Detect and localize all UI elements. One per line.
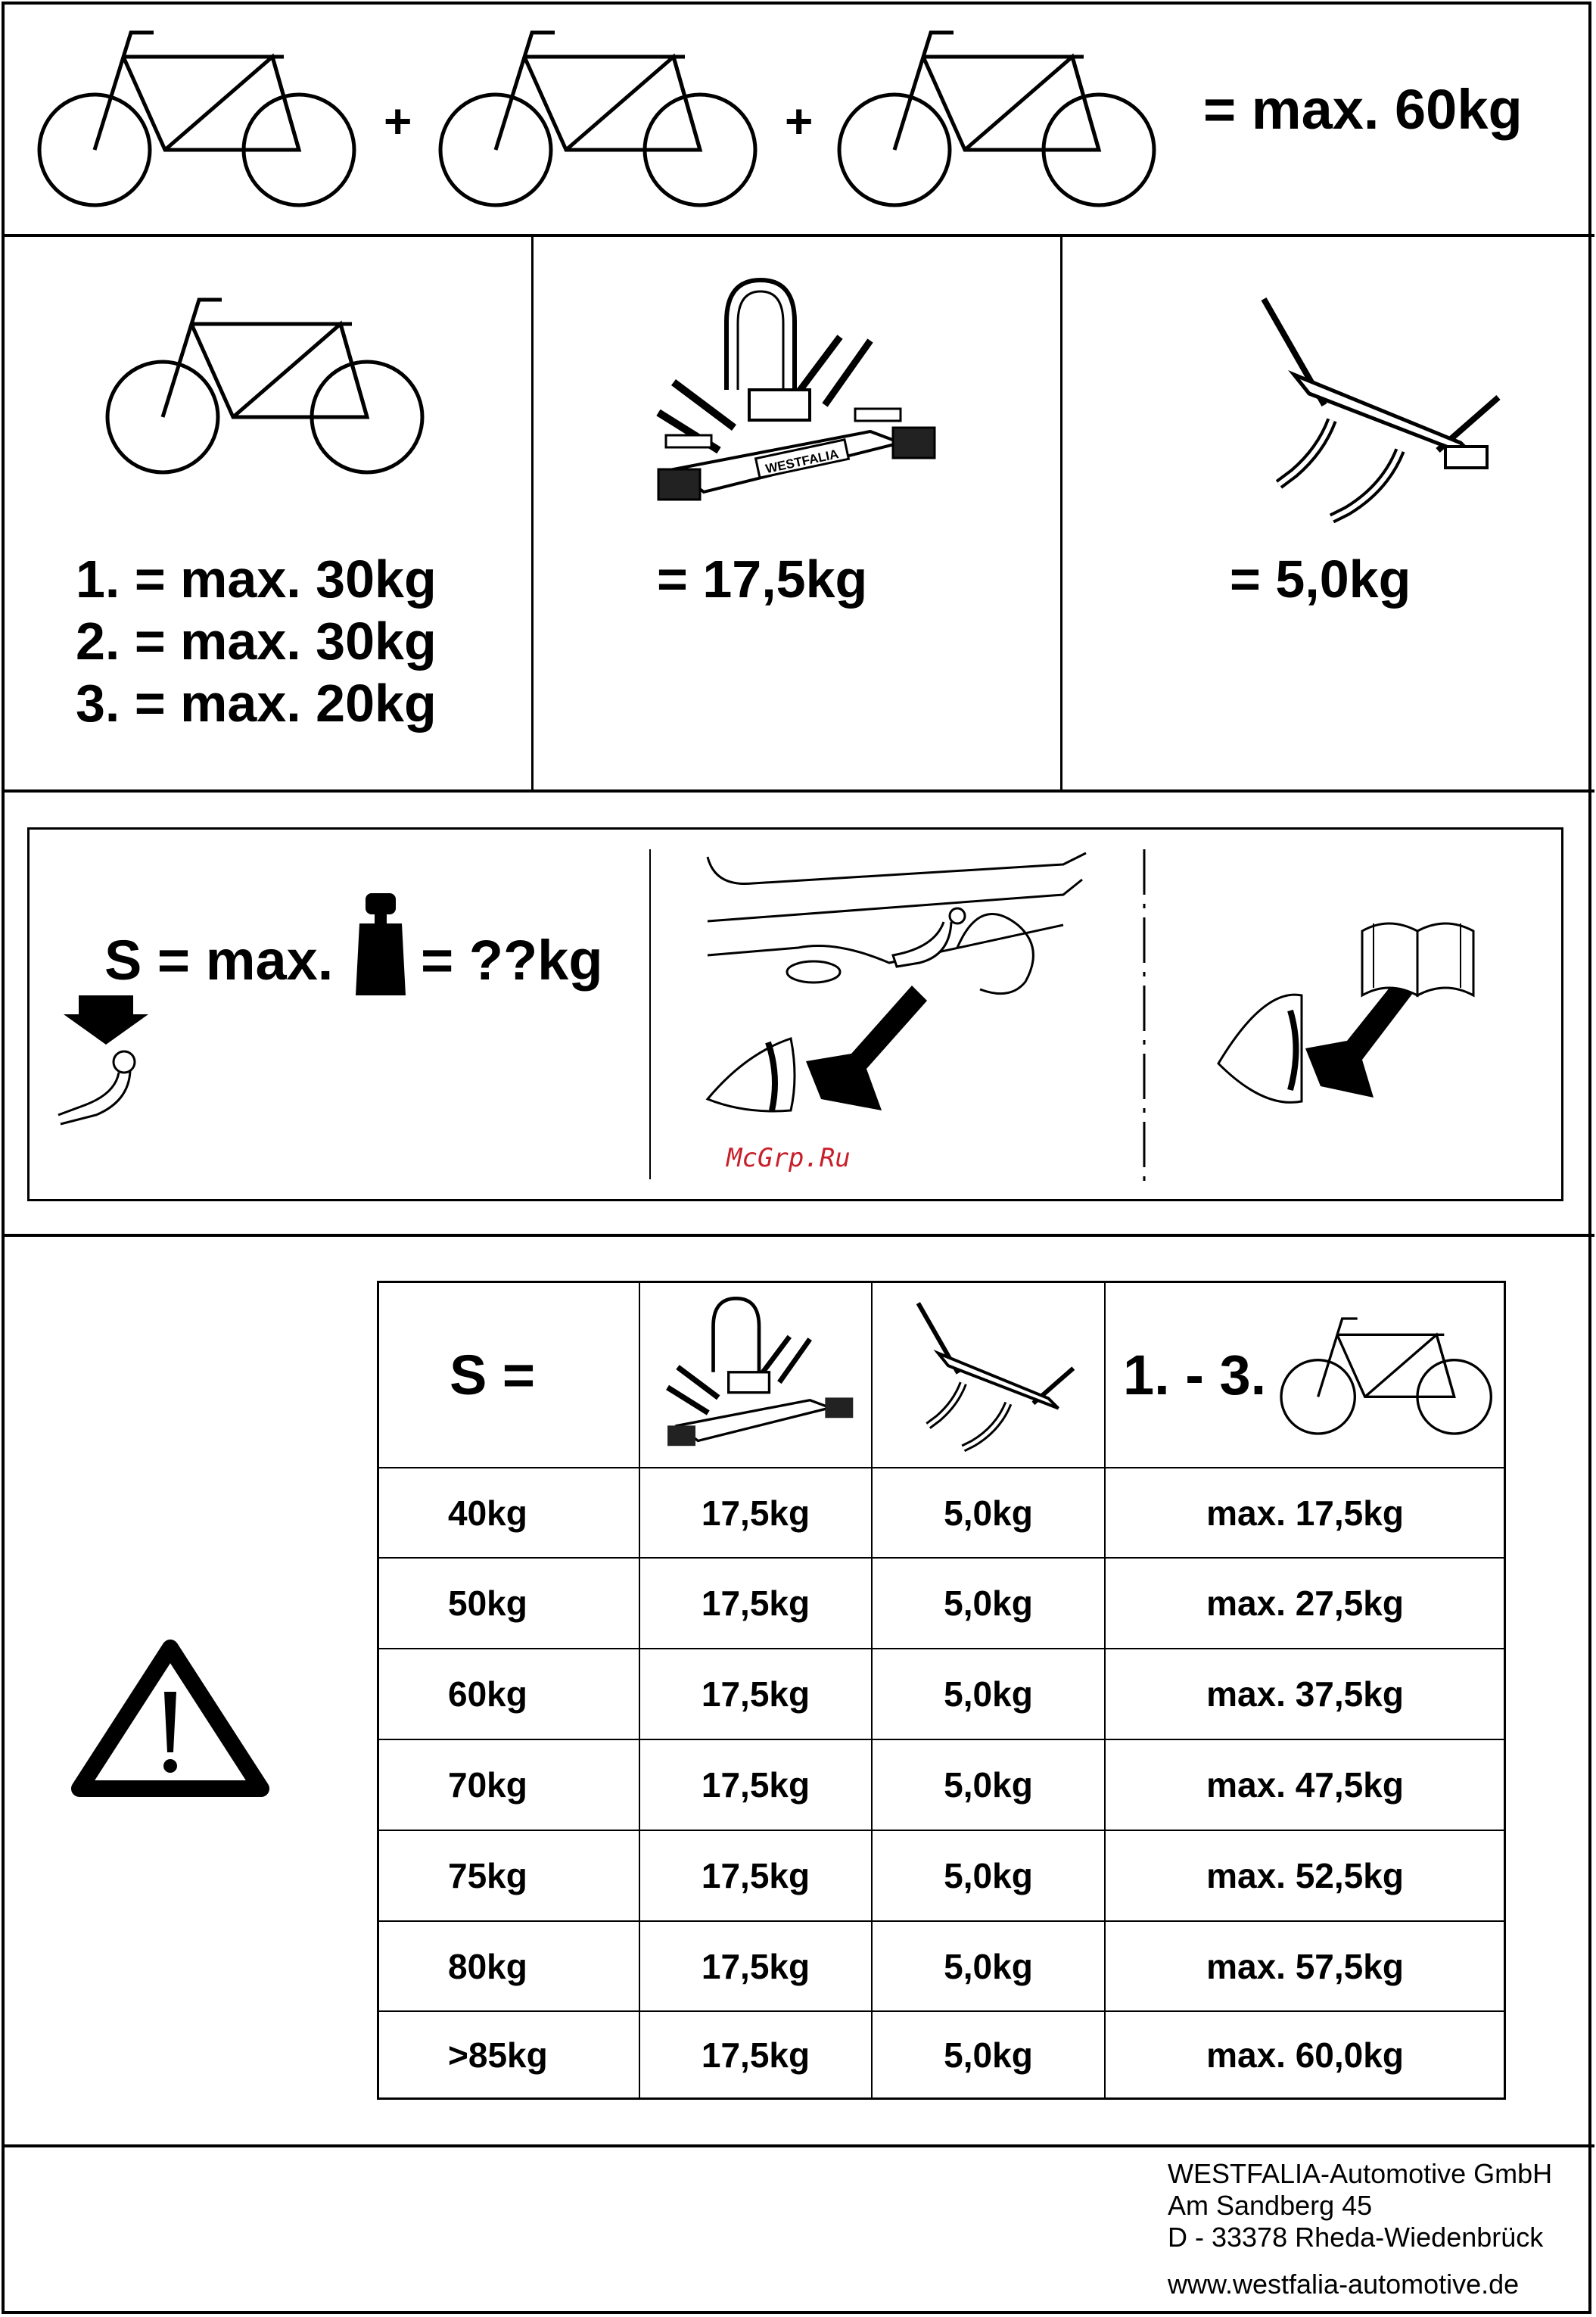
table-cell-carrier: 17,5kg [701,1765,810,1805]
table-header-bikes: 1. - 3. [1123,1344,1267,1406]
table-cell-s: >85kg [448,2035,548,2075]
table-cell-bikes: max. 47,5kg [1206,1765,1404,1805]
bicycle-icon [443,30,761,212]
load-formula-right: = ??kg [421,929,603,992]
tow-ball-icon [54,988,168,1124]
bicycle-icon [42,30,359,212]
table-cell-bikes: max. 17,5kg [1206,1493,1404,1533]
table-cell-bikes: max. 52,5kg [1206,1856,1404,1895]
table-cell-adapter: 5,0kg [944,1584,1033,1623]
bike-limit-3: 3. = max. 20kg [76,674,437,733]
divider-3 [2,1234,1594,1237]
table-cell-adapter: 5,0kg [944,1946,1033,1986]
table-cell-adapter: 5,0kg [944,1493,1033,1533]
adapter-icon [1249,291,1506,526]
carrier-weight: = 17,5kg [657,550,868,609]
weight-icon [356,893,406,995]
table-cell-carrier: 17,5kg [701,2035,810,2075]
table-cell-bikes: max. 57,5kg [1206,1946,1404,1986]
carrier-brand-label: WESTFALIA [764,447,840,477]
bicycle-icon [110,297,428,479]
table-cell-bikes: max. 60,0kg [1206,2035,1404,2075]
load-formula-left: S = max. [104,929,334,992]
table-cell-carrier: 17,5kg [701,1674,810,1714]
table-cell-bikes: max. 37,5kg [1206,1674,1404,1714]
bike-carrier-icon [643,276,946,519]
divider-2 [2,789,1594,793]
panel-divider [649,849,651,1179]
footer-street: Am Sandberg 45 [1168,2190,1373,2221]
table-cell-adapter: 5,0kg [944,1674,1033,1714]
plus-sign: + [785,94,814,148]
bike-limit-2: 2. = max. 30kg [76,612,437,671]
table-cell-s: 75kg [448,1856,527,1895]
table-cell-s: 80kg [448,1946,527,1986]
table-cell-adapter: 5,0kg [944,1856,1033,1895]
table-cell-adapter: 5,0kg [944,1765,1033,1805]
bicycle-icon [1283,1317,1495,1438]
table-cell-s: 50kg [448,1584,527,1623]
bicycle-icon [842,30,1159,212]
warning-icon [72,1639,269,1798]
column-divider-1 [531,235,534,791]
dash-dot-divider [1143,849,1146,1182]
plus-sign: + [384,94,412,148]
table-cell-carrier: 17,5kg [701,1946,810,1986]
car-rear-towbar-illustration [708,849,1086,1122]
table-cell-s: 60kg [448,1674,527,1714]
column-divider-2 [1060,235,1062,791]
divider-4 [2,2144,1594,2147]
adapter-icon [908,1298,1078,1453]
watermark: McGrp.Ru [726,1143,851,1173]
footer-city: D - 33378 Rheda-Wiedenbrück [1168,2222,1544,2253]
bike-limit-1: 1. = max. 30kg [76,550,437,609]
table-cell-carrier: 17,5kg [701,1856,810,1895]
divider-1 [2,234,1594,237]
table-cell-s: 70kg [448,1765,527,1805]
footer-website[interactable]: www.westfalia-automotive.de [1168,2269,1520,2300]
table-cell-adapter: 5,0kg [944,2035,1033,2075]
table-cell-s: 40kg [448,1493,527,1533]
adapter-weight: = 5,0kg [1230,550,1411,609]
table-cell-carrier: 17,5kg [701,1493,810,1533]
total-max-load: = max. 60kg [1203,78,1523,141]
table-cell-carrier: 17,5kg [701,1584,810,1623]
footer-company: WESTFALIA-Automotive GmbH [1168,2158,1553,2189]
table-cell-bikes: max. 27,5kg [1206,1584,1404,1623]
table-header-s: S = [450,1344,536,1406]
bike-carrier-icon [657,1296,861,1459]
manual-book-icon [1358,916,1479,999]
